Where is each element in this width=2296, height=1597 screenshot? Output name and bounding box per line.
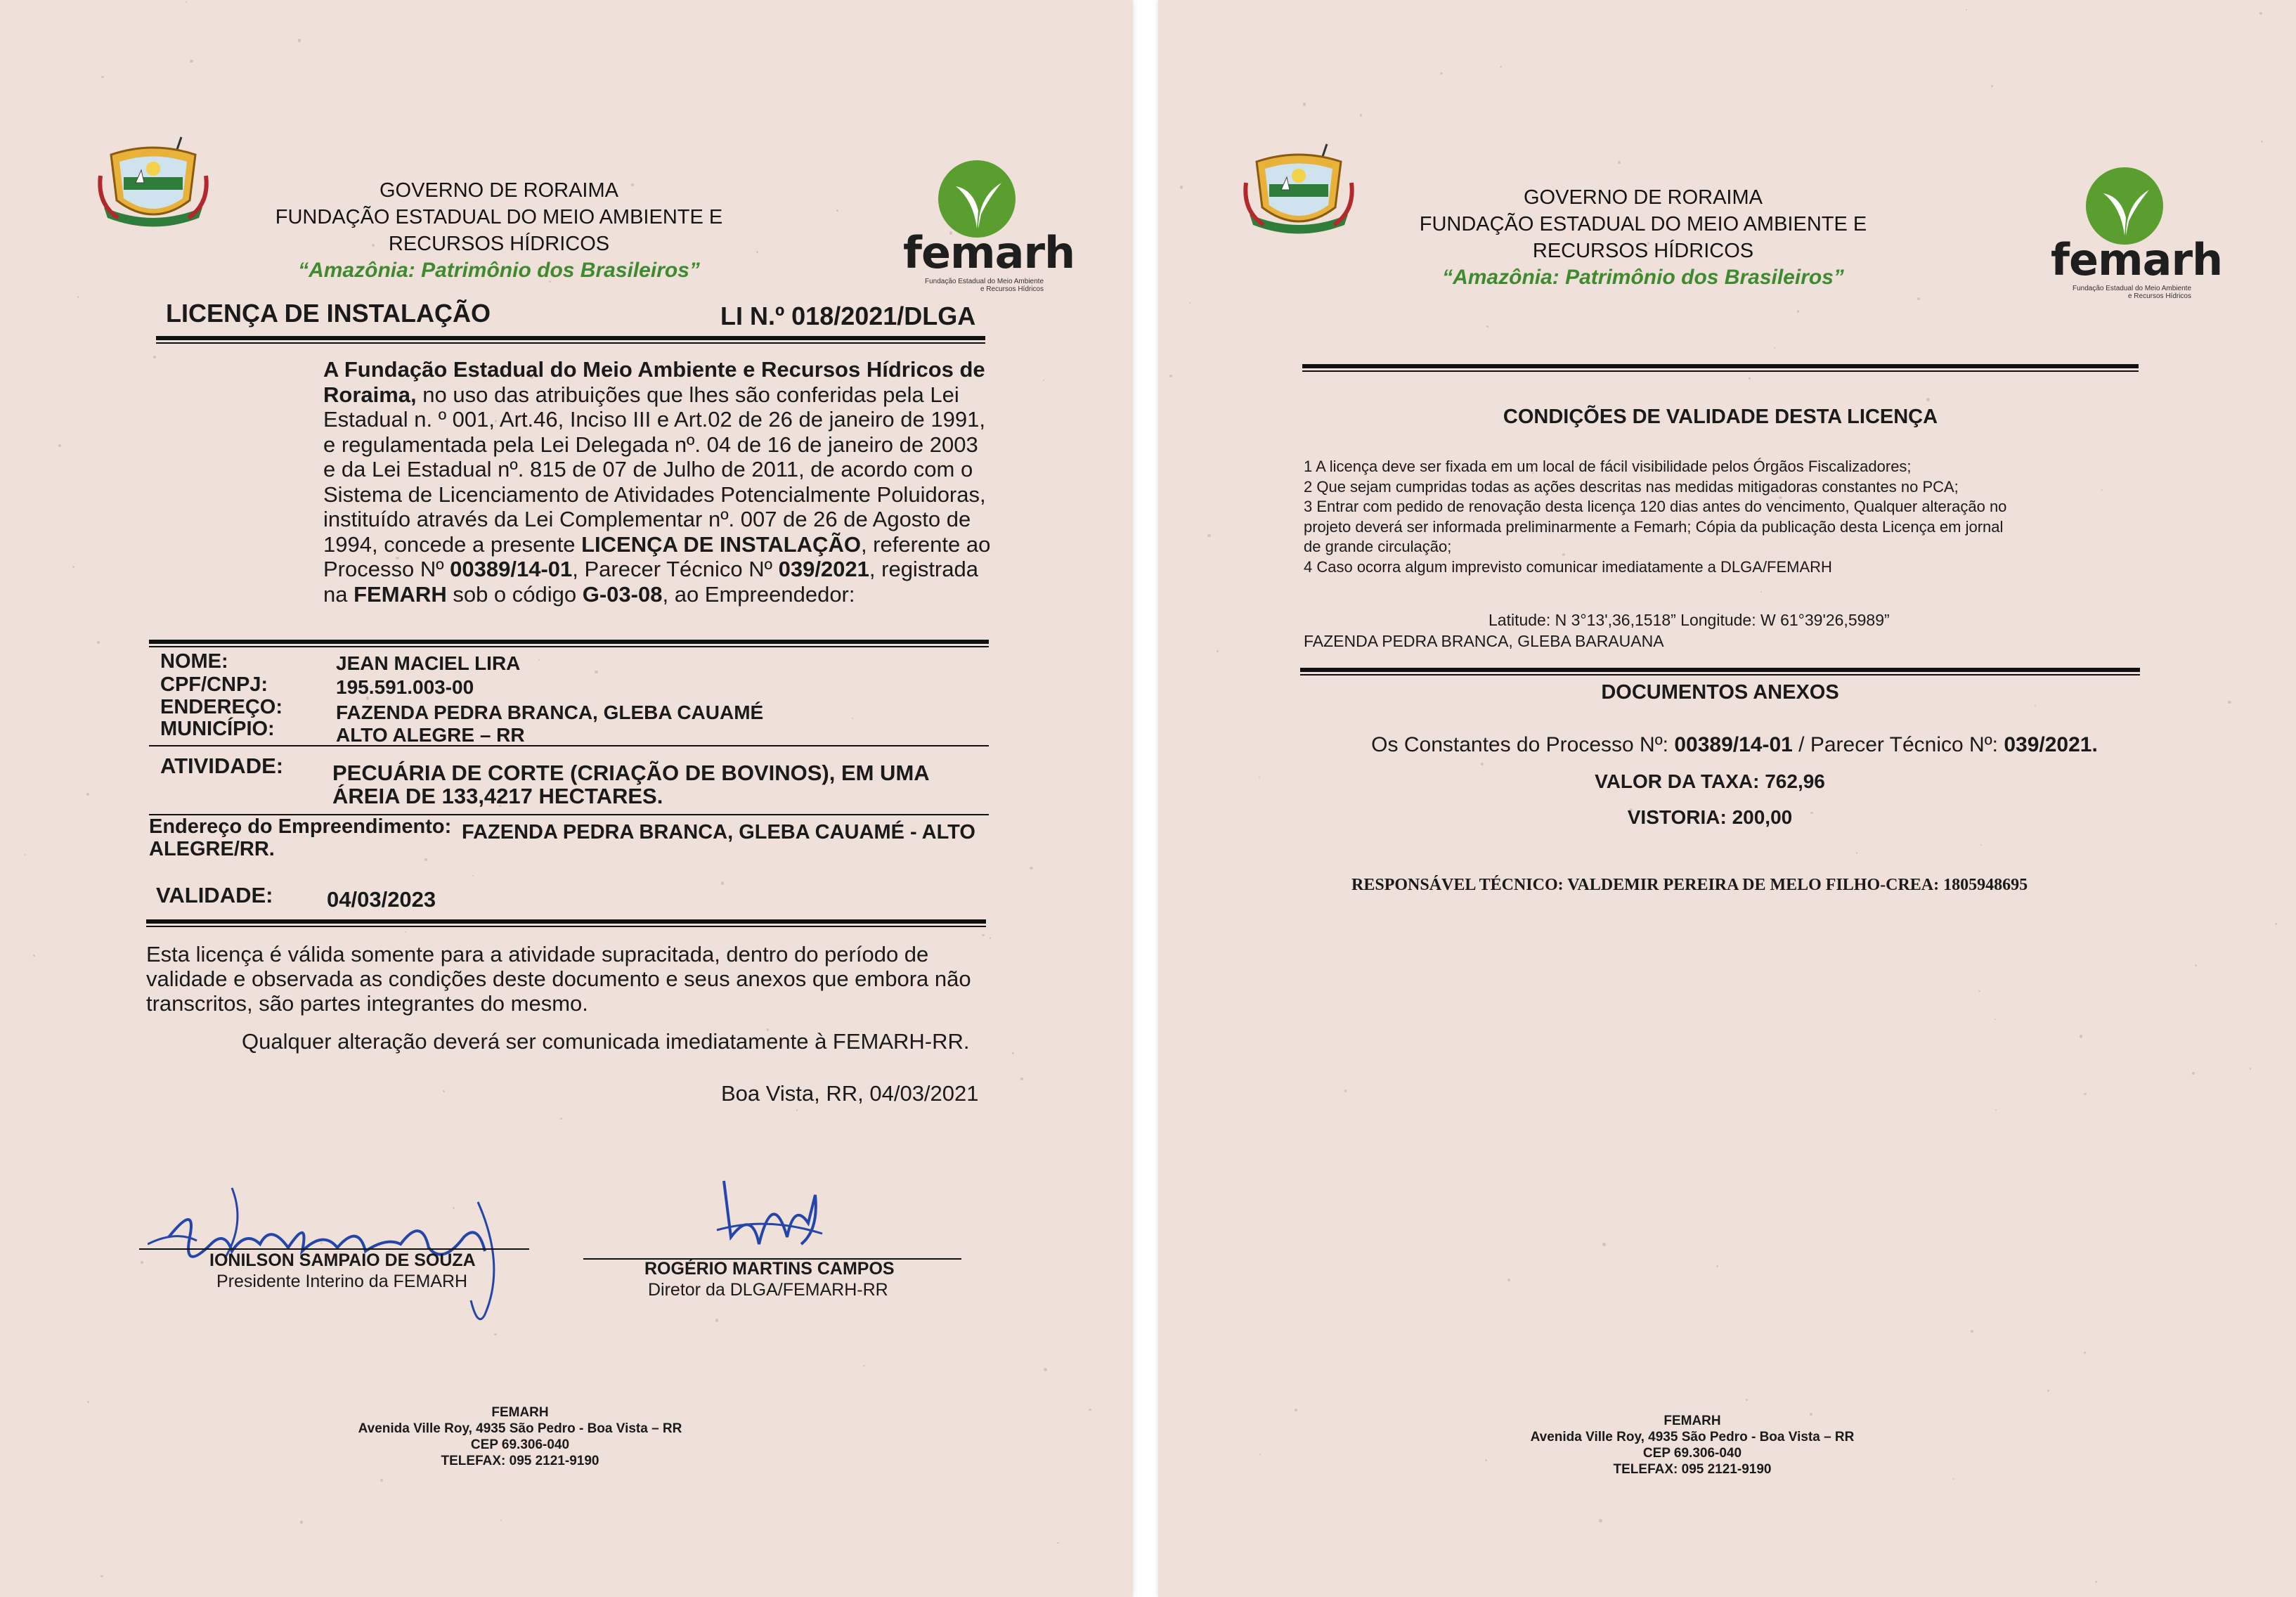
signatory-2-name: ROGÉRIO MARTINS CAMPOS xyxy=(644,1259,895,1279)
signatory-2-role: Diretor da DLGA/FEMARH-RR xyxy=(648,1280,888,1300)
paper-speck xyxy=(396,557,398,560)
footer-phone: TELEFAX: 095 2121-9190 xyxy=(1613,1462,1772,1477)
logo-wordmark: femarh xyxy=(903,227,1075,278)
footer-cep: CEP 69.306-040 xyxy=(470,1437,570,1452)
paper-speck xyxy=(1325,561,1327,562)
annex-text-a: Os Constantes do Processo Nº: xyxy=(1371,733,1675,756)
intro-line-9 xyxy=(323,557,998,582)
header-motto: “Amazônia: Patrimônio dos Brasileiros” xyxy=(298,259,700,282)
paper-speck xyxy=(1486,325,1488,328)
document-page-1 xyxy=(0,0,1133,1597)
condition-4: 4 Caso ocorra algum imprevisto comunicar imediatamente a DLGA/FEMARH xyxy=(1304,557,1832,576)
paper-speck xyxy=(186,1,187,3)
document-title: LICENÇA DE INSTALAÇÃO xyxy=(166,299,491,328)
paper-speck xyxy=(1043,380,1044,381)
logo-subtitle-line-1: Fundação Estadual do Meio Ambiente xyxy=(2073,285,2191,292)
intro-line-8 xyxy=(323,532,998,557)
paper-speck xyxy=(1169,375,1172,377)
paper-speck xyxy=(1966,9,1967,11)
inspection-value: VISTORIA: 200,00 xyxy=(1627,806,1793,828)
paper-speck xyxy=(499,805,501,807)
paper-speck xyxy=(2259,12,2262,15)
page-2-footer xyxy=(1481,1413,1903,1478)
logo-subtitle xyxy=(2047,285,2191,300)
header-government: GOVERNO DE RORAIMA xyxy=(1524,186,1763,209)
place-date: Boa Vista, RR, 04/03/2021 xyxy=(721,1081,979,1106)
logo-subtitle-line-2: e Recursos Hídricos xyxy=(980,285,1044,293)
annex-process-line xyxy=(1316,732,2153,757)
annex-process-number: 00389/14-01 xyxy=(1674,733,1793,756)
femarh-logo xyxy=(2047,165,2223,300)
intro-line-4: e regulamentada pela Lei Delegada nº. 04 de 16 de janeiro de 2003 xyxy=(323,432,978,457)
paper-speck xyxy=(2047,1390,2049,1392)
header-foundation: FUNDAÇÃO ESTADUAL DO MEIO AMBIENTE E xyxy=(275,206,723,228)
footer-address: Avenida Ville Roy, 4935 São Pedro - Boa Vista – RR xyxy=(1530,1430,1855,1444)
intro-line-9-text-a: Processo Nº xyxy=(323,557,450,581)
paper-speck xyxy=(2095,1581,2097,1583)
paper-speck xyxy=(1500,66,1502,68)
condition-3: 3 Entrar com pedido de renovação desta licença 120 dias antes do vencimento, Qualquer alteração no xyxy=(1304,498,2007,515)
paper-speck xyxy=(443,1090,445,1092)
validity-text xyxy=(146,942,990,1016)
header-government: GOVERNO DE RORAIMA xyxy=(380,179,618,202)
paper-speck xyxy=(153,356,156,358)
paper-speck xyxy=(560,1118,562,1120)
intro-line-3: Estadual n. º 001, Art.46, Inciso III e Art.02 de 26 de janeiro de 1991, xyxy=(323,407,985,432)
field-cpf-label: CPF/CNPJ: xyxy=(160,673,268,696)
paper-speck xyxy=(1020,1078,1023,1080)
paper-speck xyxy=(1749,377,1750,379)
paper-speck xyxy=(87,1401,89,1403)
paper-speck xyxy=(1971,1330,1973,1333)
paper-speck xyxy=(2084,1352,2086,1354)
document-number: LI N.º 018/2021/DLGA xyxy=(720,302,976,330)
paper-speck xyxy=(979,366,982,368)
condition-3-continued: projeto deverá ser informada preliminarmente a Femarh; Cópia da publicação desta Licença em jornal xyxy=(1304,517,2004,536)
paper-speck xyxy=(1599,1519,1602,1522)
fee-value: VALOR DA TAXA: 762,96 xyxy=(1595,770,1825,792)
paper-speck xyxy=(495,420,497,422)
paper-speck xyxy=(1030,867,1032,869)
paper-speck xyxy=(1797,310,1799,312)
paper-speck xyxy=(190,60,193,63)
paper-speck xyxy=(1259,777,1260,778)
paper-speck xyxy=(472,875,474,877)
paper-speck xyxy=(1507,1279,1510,1281)
intro-line-1: A Fundação Estadual do Meio Ambiente e Recursos Hídricos de xyxy=(323,357,985,382)
field-end-emp-value-line-2: ALEGRE/RR. xyxy=(149,838,275,860)
paper-speck xyxy=(1217,650,1219,652)
field-atividade-value-line-1: PECUÁRIA DE CORTE (CRIAÇÃO DE BOVINOS), EM UMA xyxy=(332,761,930,785)
validity-text-line-2: validade e observada as condições deste documento e seus anexos que embora não xyxy=(146,966,971,991)
technical-responsible: RESPONSÁVEL TÉCNICO: VALDEMIR PEREIRA DE MELO FILHO-CREA: 1805948695 xyxy=(1351,876,2028,894)
paper-speck xyxy=(364,569,365,570)
paper-speck xyxy=(1481,763,1484,765)
paper-speck xyxy=(24,854,25,855)
header-foundation: FUNDAÇÃO ESTADUAL DO MEIO AMBIENTE E xyxy=(1419,213,1867,235)
paper-speck xyxy=(2250,1068,2252,1070)
paper-speck xyxy=(1760,591,1762,593)
intro-code: G-03-08 xyxy=(582,581,663,607)
paper-speck xyxy=(1602,1243,1606,1246)
paper-speck xyxy=(1057,1542,1058,1544)
paper-speck xyxy=(1647,242,1649,244)
intro-line-8-text-a: 1994, concede a presente xyxy=(323,531,582,557)
paper-speck xyxy=(1295,1409,1297,1411)
field-cpf-value: 195.591.003-00 xyxy=(336,676,474,698)
paper-speck xyxy=(1180,186,1183,188)
paper-speck xyxy=(494,1333,496,1336)
footer-phone: TELEFAX: 095 2121-9190 xyxy=(441,1454,599,1468)
paper-speck xyxy=(982,934,984,936)
paper-speck xyxy=(721,881,724,884)
paper-speck xyxy=(836,209,838,212)
conditions-list xyxy=(1304,457,2161,577)
roraima-coat-of-arms-icon xyxy=(97,134,209,239)
annex-title: DOCUMENTOS ANEXOS xyxy=(1601,681,1839,704)
intro-line-2 xyxy=(323,382,998,408)
conditions-title: CONDIÇÕES DE VALIDADE DESTA LICENÇA xyxy=(1503,406,1938,428)
page-1-footer xyxy=(309,1404,731,1469)
intro-process-number: 00389/14-01 xyxy=(450,557,573,581)
annex-divider xyxy=(1300,668,2140,675)
condition-2: 2 Que sejam cumpridas todas as ações descritas nas medidas mitigadoras constantes no PCA; xyxy=(1304,477,1959,496)
signature-1-drawing xyxy=(148,1160,520,1328)
validity-text-line-3: transcritos, são partes integrantes do mesmo. xyxy=(146,991,588,1016)
field-atividade-value-line-2: ÁREIA DE 133,4217 HECTARES. xyxy=(332,784,663,808)
paper-speck xyxy=(141,1261,143,1263)
paper-speck xyxy=(2195,964,2197,966)
document-page-2 xyxy=(1158,0,2296,1597)
paper-speck xyxy=(1779,496,1782,499)
intro-line-10-text-e: , ao Empreendedor: xyxy=(662,581,855,607)
fields-mid-divider xyxy=(149,745,989,746)
paper-speck xyxy=(1746,1399,1748,1401)
footer-address: Avenida Ville Roy, 4935 São Pedro - Boa Vista – RR xyxy=(358,1421,682,1436)
paper-speck xyxy=(1978,990,1980,992)
paper-speck xyxy=(366,697,370,700)
paper-speck xyxy=(1532,472,1533,474)
paper-speck xyxy=(1440,72,1443,75)
paper-speck xyxy=(33,955,35,957)
intro-line-10-text-c: sob o código xyxy=(446,581,583,607)
paper-speck xyxy=(1952,1478,1954,1480)
footer-org: FEMARH xyxy=(1663,1414,1721,1428)
paper-speck xyxy=(1926,398,1930,401)
intro-line-7: instituído através da Lei Complementar nº. 007 de 26 de Agosto de xyxy=(323,507,971,531)
field-end-emp-value-line-1: FAZENDA PEDRA BRANCA, GLEBA CAUAMÉ - ALTO xyxy=(462,821,975,843)
intro-org-name: Roraima, xyxy=(323,382,417,407)
paper-speck xyxy=(1980,844,1982,846)
paper-speck xyxy=(502,370,505,373)
paper-speck xyxy=(1303,103,1306,105)
paper-speck xyxy=(2261,141,2264,143)
paper-speck xyxy=(405,931,406,933)
paper-speck xyxy=(72,566,74,568)
paper-speck xyxy=(86,793,89,796)
field-validade-label: VALIDADE: xyxy=(156,883,273,907)
header-resources: RECURSOS HÍDRICOS xyxy=(388,233,610,255)
intro-line-6: Sistema de Licenciamento de Atividades Potencialmente Poluidoras, xyxy=(323,481,986,507)
paper-speck xyxy=(300,1520,303,1523)
condition-1: 1 A licença deve ser fixada em um local de fácil visibilidade pelos Órgãos Fiscalizadores; xyxy=(1304,458,1912,475)
paper-speck xyxy=(1991,85,1993,87)
coordinates: Latitude: N 3°13',36,1518” Longitude: W 61°39'26,5989” xyxy=(1488,611,1890,629)
paper-speck xyxy=(2080,1035,2082,1037)
paper-speck xyxy=(1044,1368,1047,1371)
intro-line-9-text-c: , Parecer Técnico Nº xyxy=(572,557,779,581)
footer-org: FEMARH xyxy=(491,1405,549,1420)
intro-paragraph xyxy=(323,357,998,607)
signature-2-drawing xyxy=(710,1167,836,1258)
paper-speck xyxy=(1012,1052,1013,1054)
intro-license-type: LICENÇA DE INSTALAÇÃO xyxy=(581,531,861,557)
intro-line-10-text-a: na xyxy=(323,581,354,607)
paper-speck xyxy=(1360,114,1363,117)
field-atividade-label: ATIVIDADE: xyxy=(160,754,284,778)
paper-speck xyxy=(1189,302,1191,304)
field-validade-value: 04/03/2023 xyxy=(327,887,436,912)
paper-speck xyxy=(767,1028,769,1030)
logo-subtitle-line-1: Fundação Estadual do Meio Ambiente xyxy=(925,278,1044,285)
signatory-1-name: IONILSON SAMPAIO DE SOUZA xyxy=(209,1250,476,1270)
intro-opinion-number: 039/2021 xyxy=(778,557,869,581)
paper-speck xyxy=(796,1109,798,1111)
paper-speck xyxy=(1618,161,1621,164)
roraima-coat-of-arms-icon xyxy=(1243,141,1355,246)
femarh-logo xyxy=(900,158,1075,293)
paper-speck xyxy=(298,39,301,42)
annex-opinion-number: 039/2021. xyxy=(2004,733,2098,756)
paper-speck xyxy=(2275,923,2277,925)
paper-speck xyxy=(715,1319,719,1322)
intro-line-9-text-e: , registrada xyxy=(869,557,978,581)
intro-line-8-text-c: , referente ao xyxy=(860,531,991,557)
paper-speck xyxy=(1089,1409,1091,1411)
logo-wordmark: femarh xyxy=(2051,234,2223,285)
paper-speck xyxy=(2101,489,2103,491)
paper-speck xyxy=(631,183,633,186)
paper-speck xyxy=(1995,1019,1996,1020)
paper-speck xyxy=(1562,553,1565,556)
paper-speck xyxy=(500,1520,502,1521)
header-block xyxy=(1376,184,1910,291)
paper-speck xyxy=(1207,534,1211,538)
paper-speck xyxy=(333,1257,335,1259)
location: FAZENDA PEDRA BRANCA, GLEBA BARAUANA xyxy=(1304,632,1664,650)
paper-speck xyxy=(97,641,100,644)
paper-speck xyxy=(863,1365,865,1367)
paper-speck xyxy=(1774,347,1775,349)
paper-speck xyxy=(58,444,60,446)
conditions-top-divider xyxy=(1302,364,2139,372)
paper-speck xyxy=(1856,852,1857,853)
paper-speck xyxy=(1716,1265,1718,1267)
paper-speck xyxy=(2192,1072,2195,1075)
signatory-1-role: Presidente Interino da FEMARH xyxy=(216,1272,468,1291)
paper-speck xyxy=(852,718,853,719)
paper-speck xyxy=(2228,701,2231,704)
field-nome-value: JEAN MACIEL LIRA xyxy=(336,652,521,674)
fields-top-divider xyxy=(149,640,989,647)
paper-speck xyxy=(1259,1454,1261,1455)
validity-divider xyxy=(146,919,986,927)
paper-speck xyxy=(990,937,991,938)
paper-speck xyxy=(372,244,375,247)
annex-text-c: / Parecer Técnico Nº: xyxy=(1792,733,2004,756)
paper-speck xyxy=(380,1479,383,1482)
paper-speck xyxy=(1344,1090,1347,1092)
paper-speck xyxy=(1995,1109,1997,1111)
field-endereco-value: FAZENDA PEDRA BRANCA, GLEBA CAUAMÉ xyxy=(336,701,764,723)
condition-3-end: de grande circulação; xyxy=(1304,538,1452,555)
paper-speck xyxy=(1917,297,1920,300)
paper-speck xyxy=(538,659,540,661)
field-municipio-label: MUNICÍPIO: xyxy=(160,718,275,740)
title-divider xyxy=(156,336,985,344)
paper-speck xyxy=(1629,808,1633,812)
field-end-emp-label: Endereço do Empreendimento: xyxy=(149,815,452,838)
intro-line-2-text: no uso das atribuições que lhes são conferidas pela Lei xyxy=(416,382,959,407)
header-block xyxy=(232,177,766,284)
validity-text-line-1: Esta licença é válida somente para a atividade supracitada, dentro do período de xyxy=(146,942,929,966)
field-nome-label: NOME: xyxy=(160,650,228,673)
paper-speck xyxy=(77,296,79,297)
paper-speck xyxy=(101,76,103,78)
field-endereco-label: ENDEREÇO: xyxy=(160,696,283,718)
paper-speck xyxy=(530,375,533,379)
change-notice: Qualquer alteração deverá ser comunicada imediatamente à FEMARH-RR. xyxy=(242,1029,970,1054)
paper-speck xyxy=(100,1575,103,1577)
paper-speck xyxy=(424,858,427,860)
paper-speck xyxy=(1787,522,1789,523)
intro-line-5: e da Lei Estadual nº. 815 de 07 de Julho de 2011, de acordo com o xyxy=(323,457,973,481)
header-motto: “Amazônia: Patrimônio dos Brasileiros” xyxy=(1442,266,1844,289)
logo-subtitle xyxy=(900,278,1044,293)
footer-cep: CEP 69.306-040 xyxy=(1642,1446,1742,1461)
paper-speck xyxy=(595,671,598,674)
field-municipio-value: ALTO ALEGRE – RR xyxy=(336,724,525,746)
intro-femarh: FEMARH xyxy=(354,581,447,607)
intro-line-10 xyxy=(323,582,998,607)
header-resources: RECURSOS HÍDRICOS xyxy=(1532,240,1754,262)
paper-speck xyxy=(2084,1093,2086,1095)
logo-subtitle-line-2: e Recursos Hídricos xyxy=(2127,292,2191,300)
